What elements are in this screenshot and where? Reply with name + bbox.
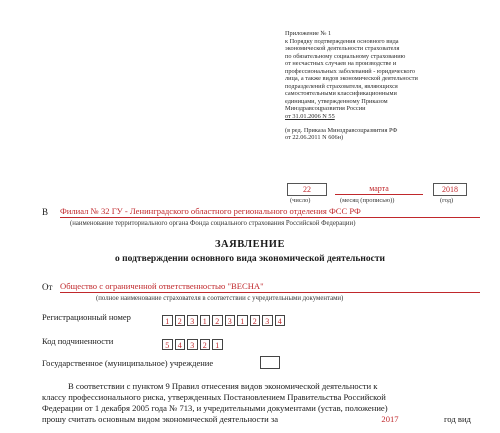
policyholder-name-field[interactable]: Общество с ограниченной ответственностью "ВЕСНА" [60,281,480,293]
appendix-line: единицами, утвержденному Приказом [285,97,388,105]
appendix-line: лица, а также видов экономической деятельности [285,75,418,83]
reg-number-digit[interactable]: 3 [225,315,236,326]
appendix-line: Минздравсоцразвития России [285,105,366,113]
reg-number-digit[interactable]: 4 [275,315,286,326]
document-title: ЗАЯВЛЕНИЕ [215,239,285,250]
appendix-line: от 31.01.2006 N 55 [285,113,335,121]
reg-number-digit[interactable]: 3 [262,315,273,326]
subordination-code-field[interactable] [162,335,225,353]
subordination-code-digit[interactable]: 5 [162,339,173,350]
date-day-field[interactable]: 22 [287,183,327,196]
appendix-edition-line: (в ред. Приказа Минздравсоцразвития РФ [285,126,398,134]
document-subtitle: о подтверждении основного вида экономической деятельности [115,254,385,264]
appendix-line: профессиональных заболеваний - юридического [285,67,416,75]
policyholder-name-caption: (полное наименование страхователя в соответствии с учредительными документами) [96,295,344,302]
state-institution-checkbox[interactable] [260,356,280,369]
paragraph-line: Федерации от 1 декабря 2005 года № 713, и учредительными документами (устав, положение) [42,403,388,413]
paragraph-last-line [42,414,474,425]
date-month-caption: (месяц (прописью)) [340,197,395,204]
reg-number-digit[interactable]: 2 [250,315,261,326]
reg-number-digit[interactable]: 1 [200,315,211,326]
appendix-line: подразделений страхователя, являющихся [285,82,398,90]
date-day-caption: (число) [290,197,311,204]
paragraph-tail: год вид [444,414,471,424]
paragraph-line: классу профессионального риска, утвержденных Постановлением Правительства Российской [42,392,386,402]
appendix-line: к Порядку подтверждения основного вида [285,37,399,45]
recipient-prefix: В [42,207,49,217]
report-year-field[interactable]: 2017 [340,414,440,425]
reg-number-digit[interactable]: 1 [237,315,248,326]
reg-number-digit[interactable]: 2 [175,315,186,326]
reg-number-label: Регистрационный номер [42,312,131,322]
appendix-line: самостоятельными классификационными [285,90,397,98]
paragraph-line: В соответствии с пунктом 9 Правил отнесения видов экономической деятельности к [68,381,378,391]
subordination-code-digit[interactable]: 2 [200,339,211,350]
appendix-line: Приложение № 1 [285,30,332,37]
date-month-field[interactable]: марта [335,183,423,195]
state-institution-label: Государственное (муниципальное) учреждение [42,358,214,368]
date-year-field[interactable]: 2018 [433,183,467,196]
appendix-edition-line: от 22.06.2011 N 606н) [285,134,344,142]
request-paragraph [42,381,474,425]
subordination-code-digit[interactable]: 4 [175,339,186,350]
paragraph-line: прошу считать основным видом экономической деятельности за [42,414,279,424]
reg-number-digit[interactable]: 2 [212,315,223,326]
appendix-note [285,30,490,142]
from-prefix: От [42,282,53,292]
appendix-line: экономической деятельности страхователя [285,45,400,53]
appendix-line: по обязательному социальному страхованию [285,52,406,60]
subordination-code-digit[interactable]: 3 [187,339,198,350]
reg-number-digit[interactable]: 1 [162,315,173,326]
reg-number-digit[interactable]: 3 [187,315,198,326]
subordination-code-digit[interactable]: 1 [212,339,223,350]
date-year-caption: (год) [440,197,454,204]
recipient-caption: (наименование территориального органа Фонда социального страхования Российской Федерации) [70,220,356,227]
subordination-code-label: Код подчиненности [42,336,114,346]
reg-number-field[interactable] [162,311,287,329]
recipient-field[interactable]: Филиал № 32 ГУ - Ленинградского областного регионального отделения ФСС РФ [60,206,480,218]
appendix-line: от несчастных случаев на производстве и [285,60,397,68]
